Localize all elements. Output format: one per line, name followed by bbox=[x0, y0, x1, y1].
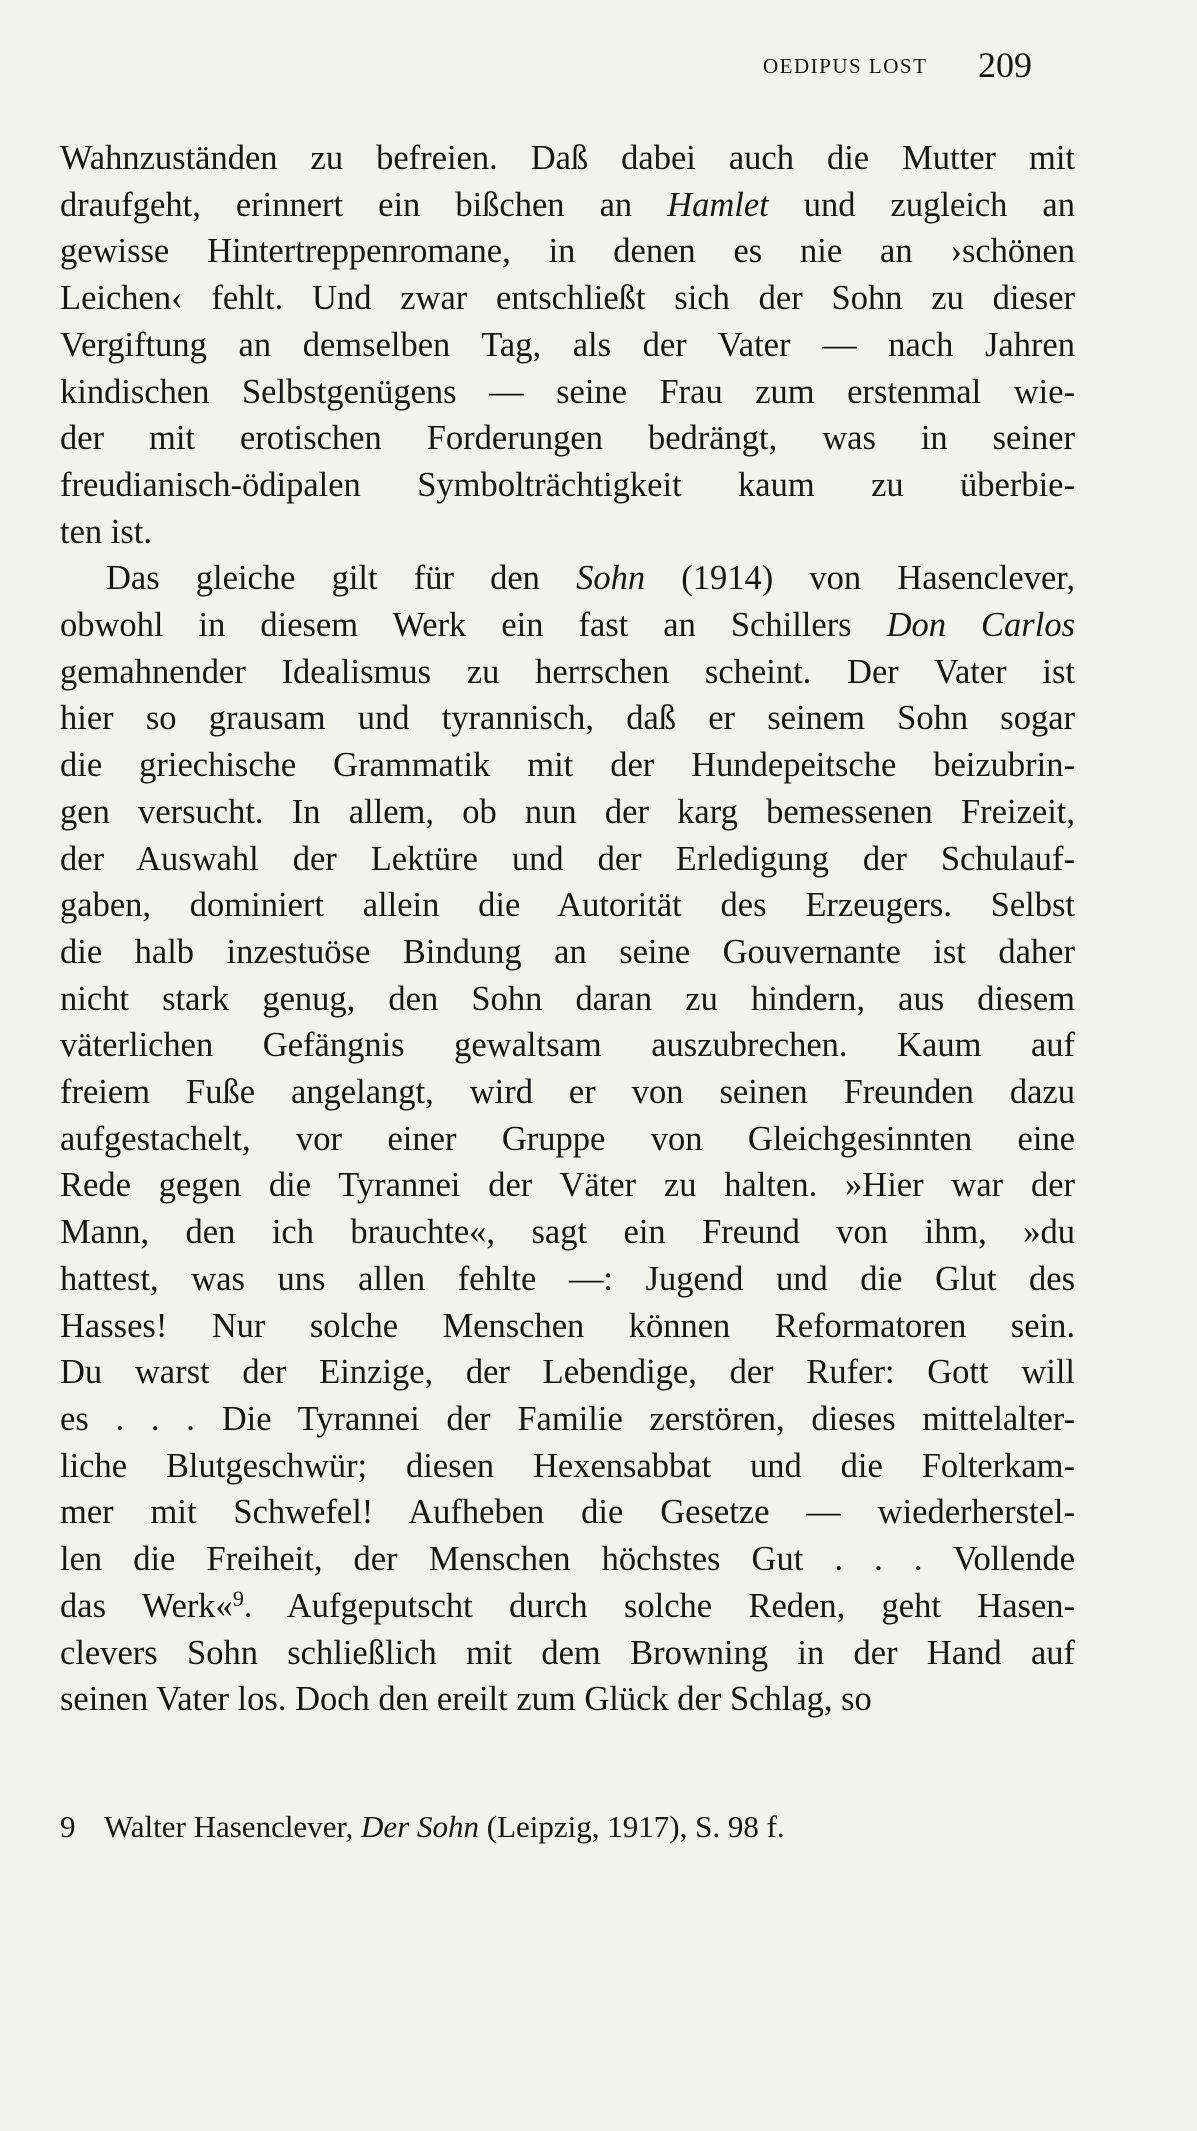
text-line: ten ist. bbox=[60, 512, 152, 551]
text-line: die griechische Grammatik mit der Hundepeitsche beizubrin- bbox=[60, 746, 1075, 785]
text-line: Leichen‹ fehlt. Und zwar entschließt sich der Sohn zu dieser bbox=[60, 279, 1075, 318]
page-number: 209 bbox=[978, 45, 1032, 85]
footnote-text bbox=[104, 1809, 785, 1844]
text-line bbox=[60, 555, 1075, 602]
text-run: (Leipzig, 1917), S. 98 f. bbox=[479, 1809, 785, 1844]
paragraph-1 bbox=[60, 135, 1075, 555]
text-run: . Aufgeputscht durch solche Reden, geht Hasen- bbox=[243, 1586, 1075, 1625]
footnote-reference[interactable]: 9 bbox=[232, 1585, 244, 1611]
paragraph-2 bbox=[60, 555, 1075, 1723]
running-head bbox=[60, 44, 1075, 88]
text-line: väterlichen Gefängnis gewaltsam auszubrechen. Kaum auf bbox=[60, 1026, 1075, 1065]
body-text bbox=[60, 135, 1075, 1723]
text-line: gaben, dominiert allein die Autorität des Erzeugers. Selbst bbox=[60, 886, 1075, 925]
italic-title: Der Sohn bbox=[361, 1809, 480, 1844]
text-line: nicht stark genug, den Sohn daran zu hindern, aus diesem bbox=[60, 979, 1075, 1018]
text-run: und zugleich an bbox=[768, 185, 1075, 224]
text-line: Du warst der Einzige, der Lebendige, der Rufer: Gott will bbox=[60, 1353, 1075, 1392]
text-line: Rede gegen die Tyrannei der Väter zu halten. »Hier war der bbox=[60, 1166, 1075, 1205]
text-run: draufgeht, erinnert ein bißchen an bbox=[60, 185, 668, 224]
text-line bbox=[60, 182, 1075, 229]
italic-title: Don Carlos bbox=[886, 606, 1075, 645]
text-line: freiem Fuße angelangt, wird er von seinen Freunden dazu bbox=[60, 1073, 1075, 1112]
text-line: mer mit Schwefel! Aufheben die Gesetze — wiederherstel- bbox=[60, 1493, 1075, 1532]
text-line: der Auswahl der Lektüre und der Erledigung der Schulauf- bbox=[60, 839, 1075, 878]
footnote bbox=[60, 1807, 1075, 1847]
italic-title: Sohn bbox=[576, 559, 646, 598]
text-run: (1914) von Hasenclever, bbox=[645, 559, 1076, 598]
text-line: kindischen Selbstgenügens — seine Frau zum erstenmal wie- bbox=[60, 372, 1075, 411]
text-line: clevers Sohn schließlich mit dem Browning in der Hand auf bbox=[60, 1633, 1075, 1672]
text-line: die halb inzestuöse Bindung an seine Gouvernante ist daher bbox=[60, 932, 1075, 971]
text-line: len die Freiheit, der Menschen höchstes Gut . . . Vollende bbox=[60, 1540, 1075, 1579]
text-line: gewisse Hintertreppenromane, in denen es nie an ›schönen bbox=[60, 232, 1075, 271]
running-title: OEDIPUS LOST bbox=[763, 54, 928, 78]
text-line: Hasses! Nur solche Menschen können Reformatoren sein. bbox=[60, 1306, 1075, 1345]
footnote-number: 9 bbox=[60, 1809, 76, 1844]
text-line: Vergiftung an demselben Tag, als der Vater — nach Jahren bbox=[60, 325, 1075, 364]
text-line: hier so grausam und tyrannisch, daß er seinem Sohn sogar bbox=[60, 699, 1075, 738]
text-line: der mit erotischen Forderungen bedrängt, was in seiner bbox=[60, 419, 1075, 458]
text-line: aufgestachelt, vor einer Gruppe von Gleichgesinnten eine bbox=[60, 1119, 1075, 1158]
text-line: Mann, den ich brauchte«, sagt ein Freund von ihm, »du bbox=[60, 1213, 1075, 1252]
italic-title: Hamlet bbox=[667, 185, 769, 224]
text-run: obwohl in diesem Werk ein fast an Schillers bbox=[60, 606, 887, 645]
text-line: liche Blutgeschwür; diesen Hexensabbat und die Folterkam- bbox=[60, 1446, 1075, 1485]
text-run: Walter Hasenclever, bbox=[104, 1809, 362, 1844]
text-line: es . . . Die Tyrannei der Familie zerstören, dieses mittelalter- bbox=[60, 1399, 1075, 1438]
text-run: das Werk« bbox=[60, 1586, 233, 1625]
text-line: seinen Vater los. Doch den ereilt zum Glück der Schlag, so bbox=[60, 1680, 872, 1719]
text-line: hattest, was uns allen fehlte —: Jugend und die Glut des bbox=[60, 1259, 1075, 1298]
text-line: gen versucht. In allem, ob nun der karg bemessenen Freizeit, bbox=[60, 792, 1075, 831]
text-line: freudianisch-ödipalen Symbolträchtigkeit kaum zu überbie- bbox=[60, 465, 1075, 504]
text-line bbox=[60, 1583, 1075, 1630]
text-line: Wahnzuständen zu befreien. Daß dabei auch die Mutter mit bbox=[60, 139, 1075, 177]
text-line bbox=[60, 602, 1075, 649]
text-line: gemahnender Idealismus zu herrschen scheint. Der Vater ist bbox=[60, 652, 1075, 691]
text-run: Das gleiche gilt für den bbox=[106, 559, 577, 598]
